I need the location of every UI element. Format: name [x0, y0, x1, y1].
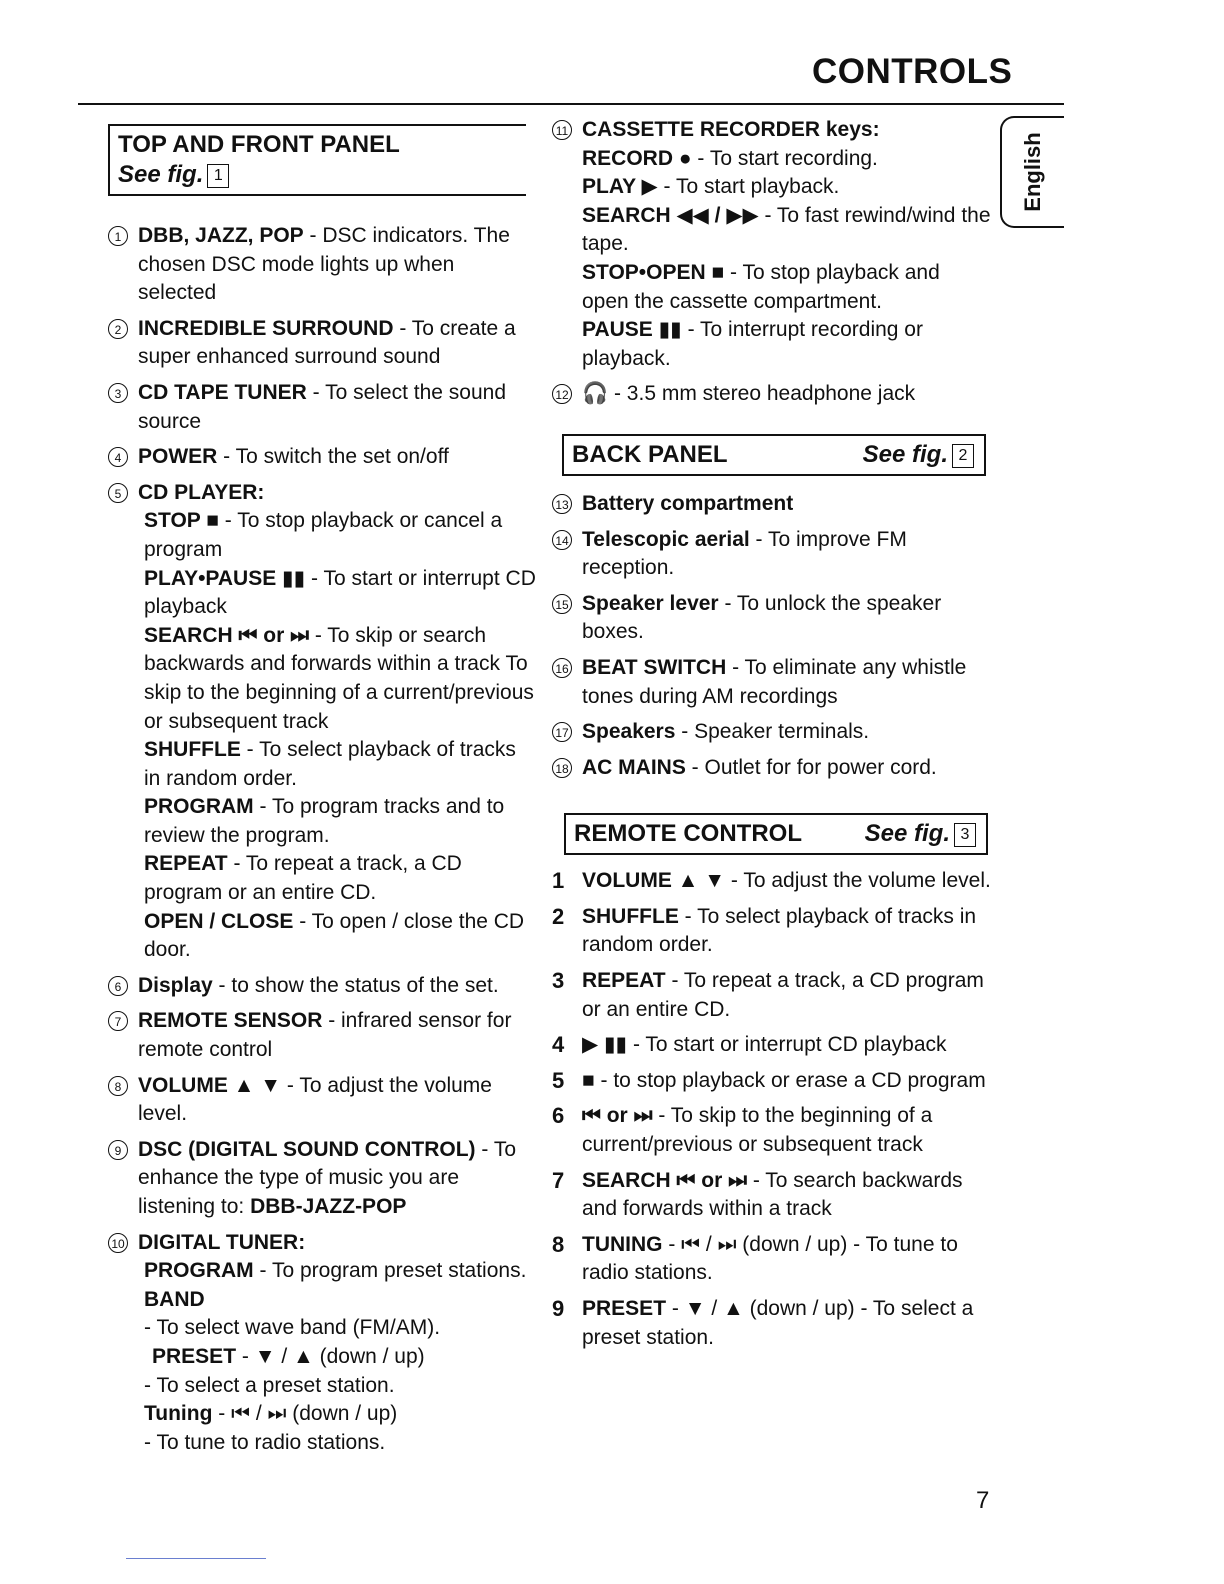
- item-number: 2: [552, 903, 565, 929]
- item-label: Display: [138, 973, 213, 997]
- item-number: 2: [108, 319, 128, 339]
- list-item: [552, 590, 992, 647]
- list-item: [552, 1031, 992, 1060]
- item-label: CD TAPE TUNER: [138, 380, 307, 404]
- tuner-line: Tuning - ⏮ / ⏭ (down / up): [144, 1402, 398, 1426]
- item-number: 5: [552, 1067, 565, 1093]
- item-text: - To repeat a track, a CD program or an entire CD.: [582, 969, 984, 1021]
- sub-line: STOP ■ - To stop playback or cancel a program: [144, 509, 503, 561]
- list-item-cassette: [552, 116, 992, 373]
- item-text: 🎧 - 3.5 mm stereo headphone jack: [582, 382, 916, 406]
- section-title: TOP AND FRONT PANEL: [118, 131, 400, 158]
- item-label: Telescopic aerial: [582, 527, 750, 551]
- item-label-extra: DBB-JAZZ-POP: [250, 1195, 407, 1218]
- item-label: Speaker lever: [582, 591, 719, 615]
- item-number: 18: [552, 758, 572, 778]
- tuner-line: - To select a preset station.: [144, 1373, 395, 1397]
- sub-line: PROGRAM - To program tracks and to review the program.: [144, 795, 505, 847]
- tuner-line: - To tune to radio stations.: [144, 1430, 386, 1454]
- sub-line: PLAY ▶ - To start playback.: [582, 175, 840, 199]
- item-text: - To improve FM reception.: [582, 527, 907, 580]
- item-label: CASSETTE RECORDER keys:: [582, 118, 880, 141]
- item-text: - To select the sound source: [138, 380, 507, 433]
- sub-line: SEARCH ◀◀ / ▶▶ - To fast rewind/wind the tape.: [582, 203, 991, 256]
- item-number: 9: [108, 1140, 128, 1160]
- item-label: BEAT SWITCH: [582, 655, 727, 679]
- item-label: INCREDIBLE SURROUND: [138, 316, 394, 340]
- header-rule: [78, 103, 1064, 105]
- list-item: [552, 903, 992, 960]
- item-text: - To search backwards and forwards within a track: [582, 1168, 963, 1221]
- list-item: [108, 315, 538, 372]
- right-column: [552, 116, 992, 1359]
- list-item: [552, 754, 992, 783]
- list-item: [108, 222, 538, 308]
- page-title: CONTROLS: [812, 52, 1013, 91]
- sub-line: RECORD ● - To start recording.: [582, 146, 878, 170]
- item-label: CD PLAYER:: [138, 480, 265, 504]
- item-text: - To create a super enhanced surround sound: [138, 316, 516, 369]
- item-label: ⏮ or ⏭: [582, 1104, 653, 1128]
- item-number: 8: [552, 1231, 565, 1257]
- remote-control-header: [564, 813, 988, 855]
- section-title: BACK PANEL: [572, 440, 728, 468]
- item-text: - ⏮ / ⏭ (down / up) - To tune to radio stations.: [582, 1232, 958, 1285]
- item-text: - To adjust the volume level.: [725, 869, 991, 893]
- section-title: REMOTE CONTROL: [574, 820, 802, 848]
- item-label: DIGITAL TUNER:: [138, 1230, 306, 1254]
- sub-line: PAUSE ▮▮ - To interrupt recording or playback.: [582, 318, 923, 370]
- tuner-line: PRESET - ▼ / ▲ (down / up): [152, 1344, 425, 1368]
- sub-line: STOP•OPEN ■ - To stop playback and open the cassette compartment.: [582, 260, 940, 313]
- left-column: [108, 124, 538, 1464]
- sub-line: PLAY•PAUSE ▮▮ - To start or interrupt CD playback: [144, 566, 536, 619]
- list-item-digital-tuner: [108, 1229, 538, 1458]
- item-number: 6: [108, 976, 128, 996]
- item-number: 11: [552, 120, 572, 140]
- fig-number: 1: [207, 164, 229, 188]
- list-item: [552, 867, 992, 896]
- item-number: 6: [552, 1103, 565, 1129]
- language-tab: [1000, 116, 1064, 228]
- fig-number: 3: [954, 823, 976, 847]
- item-number: 16: [552, 658, 572, 678]
- item-label: Battery compartment: [582, 491, 794, 515]
- item-number: 7: [108, 1011, 128, 1031]
- item-label: PRESET: [582, 1297, 667, 1320]
- item-text: - To skip to the beginning of a current/previous or subsequent track: [582, 1104, 933, 1157]
- item-number: 1: [108, 226, 128, 246]
- item-number: 9: [552, 1296, 565, 1321]
- list-item-cd-player: [108, 479, 538, 965]
- see-fig-ref: See fig. 3: [865, 819, 976, 849]
- list-item: [552, 1231, 992, 1288]
- item-text: - To eliminate any whistle tones during AM recordings: [582, 655, 967, 708]
- list-item: [552, 1102, 992, 1159]
- item-number: 8: [108, 1076, 128, 1096]
- list-item: [552, 1067, 992, 1096]
- item-number: 1: [552, 868, 565, 894]
- item-text: - To adjust the volume level.: [138, 1073, 492, 1126]
- item-text: - To enhance the type of music you are listening to:: [138, 1137, 517, 1218]
- item-label: ▶ ▮▮: [582, 1033, 628, 1057]
- item-label: SHUFFLE: [582, 904, 679, 928]
- item-number: 3: [108, 383, 128, 403]
- item-label: REMOTE SENSOR: [138, 1009, 323, 1033]
- list-item: [552, 1295, 992, 1352]
- item-label: DBB, JAZZ, POP: [138, 224, 304, 247]
- fig-number: 2: [952, 444, 974, 468]
- item-text: - infrared sensor for remote control: [138, 1009, 512, 1062]
- tuner-line: PROGRAM - To program preset stations.: [144, 1259, 527, 1283]
- item-label: ■: [582, 1068, 595, 1092]
- list-item: [552, 526, 992, 583]
- item-label: POWER: [138, 445, 218, 469]
- list-item: [108, 443, 538, 472]
- item-text: - To start or interrupt CD playback: [627, 1033, 947, 1057]
- item-number: 14: [552, 530, 572, 550]
- list-item: [108, 1072, 538, 1129]
- sub-line: REPEAT - To repeat a track, a CD program or an entire CD.: [144, 852, 462, 905]
- list-item: [108, 1007, 538, 1064]
- list-item: [552, 490, 992, 519]
- item-text: - Outlet for for power cord.: [685, 755, 937, 779]
- list-item: [552, 718, 992, 747]
- language-tab-label: English: [1020, 132, 1045, 212]
- sub-line: SHUFFLE - To select playback of tracks in random order.: [144, 738, 516, 790]
- see-fig-ref: See fig. 2: [863, 440, 974, 470]
- item-text: - to stop playback or erase a CD program: [594, 1068, 986, 1092]
- back-panel-header: [562, 434, 986, 476]
- top-front-panel-header: [108, 124, 526, 196]
- item-number: 4: [108, 447, 128, 467]
- item-number: 10: [108, 1233, 128, 1253]
- item-label: TUNING: [582, 1232, 663, 1256]
- list-item-headphone: [552, 380, 992, 409]
- page-number: 7: [976, 1487, 990, 1514]
- item-number: 17: [552, 722, 572, 742]
- sub-line: OPEN / CLOSE - To open / close the CD door.: [144, 909, 525, 962]
- list-item: [108, 972, 538, 1001]
- item-number: 12: [552, 384, 572, 404]
- item-label: DSC (DIGITAL SOUND CONTROL): [138, 1137, 476, 1161]
- list-item: [552, 1167, 992, 1224]
- item-text: - To select playback of tracks in random order.: [582, 904, 977, 957]
- item-label: VOLUME ▲ ▼: [582, 869, 726, 893]
- item-number: 5: [108, 483, 128, 503]
- tuner-line: BAND: [144, 1287, 205, 1311]
- list-item: [108, 379, 538, 436]
- item-label: REPEAT: [582, 969, 666, 993]
- item-number: 4: [552, 1032, 565, 1058]
- item-label: AC MAINS: [582, 755, 686, 779]
- item-text: - To unlock the speaker boxes.: [582, 591, 942, 644]
- item-text: - ▼ / ▲ (down / up) - To select a preset station.: [582, 1297, 974, 1349]
- item-number: 15: [552, 594, 572, 614]
- item-text: - Speaker terminals.: [675, 720, 870, 744]
- sub-line: SEARCH ⏮ or ⏭ - To skip or search backwards and forwards within a track To skip to the beginning of a current/previous or subsequent track: [144, 623, 534, 733]
- list-item: [552, 654, 992, 711]
- tuner-line: - To select wave band (FM/AM).: [144, 1316, 441, 1340]
- footer-link-line: [126, 1558, 266, 1559]
- list-item: [552, 967, 992, 1024]
- item-text: - DSC indicators. The chosen DSC mode lights up when selected: [138, 224, 510, 305]
- see-fig-ref: See fig. 1: [118, 160, 518, 190]
- item-number: 7: [552, 1167, 565, 1193]
- list-item: [108, 1136, 538, 1222]
- item-label: Speakers: [582, 720, 676, 744]
- item-text: - To switch the set on/off: [217, 445, 449, 469]
- item-number: 3: [552, 968, 565, 994]
- item-label: VOLUME ▲ ▼: [138, 1073, 282, 1097]
- item-text: - to show the status of the set.: [212, 973, 499, 997]
- item-label: SEARCH ⏮ or ⏭: [582, 1168, 747, 1192]
- item-number: 13: [552, 494, 572, 514]
